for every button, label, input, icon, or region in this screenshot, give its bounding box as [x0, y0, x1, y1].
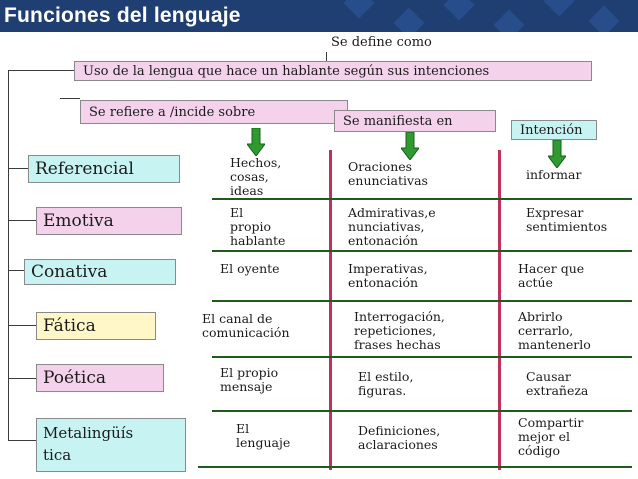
row-separator: [212, 356, 632, 358]
cell-refers: El lenguaje: [236, 421, 291, 450]
header-intention-box: Intención: [511, 120, 597, 140]
cell-intention: Compartir mejor el código: [518, 415, 584, 458]
row-separator: [212, 198, 632, 200]
cell-refers: El propio mensaje: [220, 365, 279, 394]
cell-intention: Hacer que actúe: [518, 261, 585, 290]
arrow-down-icon: [548, 140, 566, 168]
branch-connector: [8, 220, 36, 221]
page-title: Funciones del lenguaje: [4, 4, 241, 27]
connector-header-horizontal: [60, 98, 80, 99]
header-refers-box: Se refiere a /incide sobre: [80, 100, 348, 124]
cell-refers: Hechos, cosas, ideas: [230, 155, 282, 198]
function-poetica: Poética: [36, 364, 164, 392]
connector-main-vertical: [8, 70, 9, 440]
cell-manifests: Interrogación, repeticiones, frases hechas: [354, 309, 445, 352]
arrow-down-icon: [401, 132, 419, 160]
function-referencial: Referencial: [28, 155, 180, 183]
function-emotiva: Emotiva: [36, 207, 182, 235]
cell-refers: El canal de comunicación: [202, 311, 290, 340]
function-conativa: Conativa: [24, 259, 176, 285]
defines-label: Se define como: [325, 32, 453, 52]
branch-connector: [8, 325, 36, 326]
row-separator: [212, 300, 632, 302]
cell-manifests: Definiciones, aclaraciones: [358, 423, 441, 452]
decorative-pattern: [338, 0, 638, 32]
cell-refers: El propio hablante: [230, 205, 286, 248]
arrow-down-icon: [247, 128, 265, 156]
cell-intention: Abrirlo cerrarlo, mantenerlo: [518, 309, 591, 352]
branch-connector: [8, 378, 36, 379]
cell-refers: El oyente: [220, 261, 280, 276]
cell-manifests: Imperativas, entonación: [348, 261, 428, 290]
definition-box: Uso de la lengua que hace un hablante según sus intenciones: [74, 61, 592, 81]
row-separator: [212, 410, 632, 412]
connector-top-horizontal: [8, 70, 74, 71]
cell-manifests: El estilo, figuras.: [358, 369, 414, 398]
function-fatica: Fática: [36, 312, 156, 340]
row-separator: [212, 250, 632, 252]
branch-connector: [8, 440, 36, 441]
row-separator: [198, 466, 632, 468]
branch-connector: [8, 270, 24, 271]
header-manifests-box: Se manifiesta en: [334, 110, 496, 132]
cell-manifests: Admirativas,e nunciativas, entonación: [348, 205, 436, 248]
branch-connector: [8, 168, 28, 169]
title-bar: [0, 0, 638, 32]
cell-intention: Causar extrañeza: [526, 369, 589, 398]
function-metalinguistica: Metalingüís tica: [36, 418, 186, 472]
cell-intention: Expresar sentimientos: [526, 205, 608, 234]
cell-intention: informar: [526, 167, 582, 182]
cell-manifests: Oraciones enunciativas: [348, 159, 428, 188]
